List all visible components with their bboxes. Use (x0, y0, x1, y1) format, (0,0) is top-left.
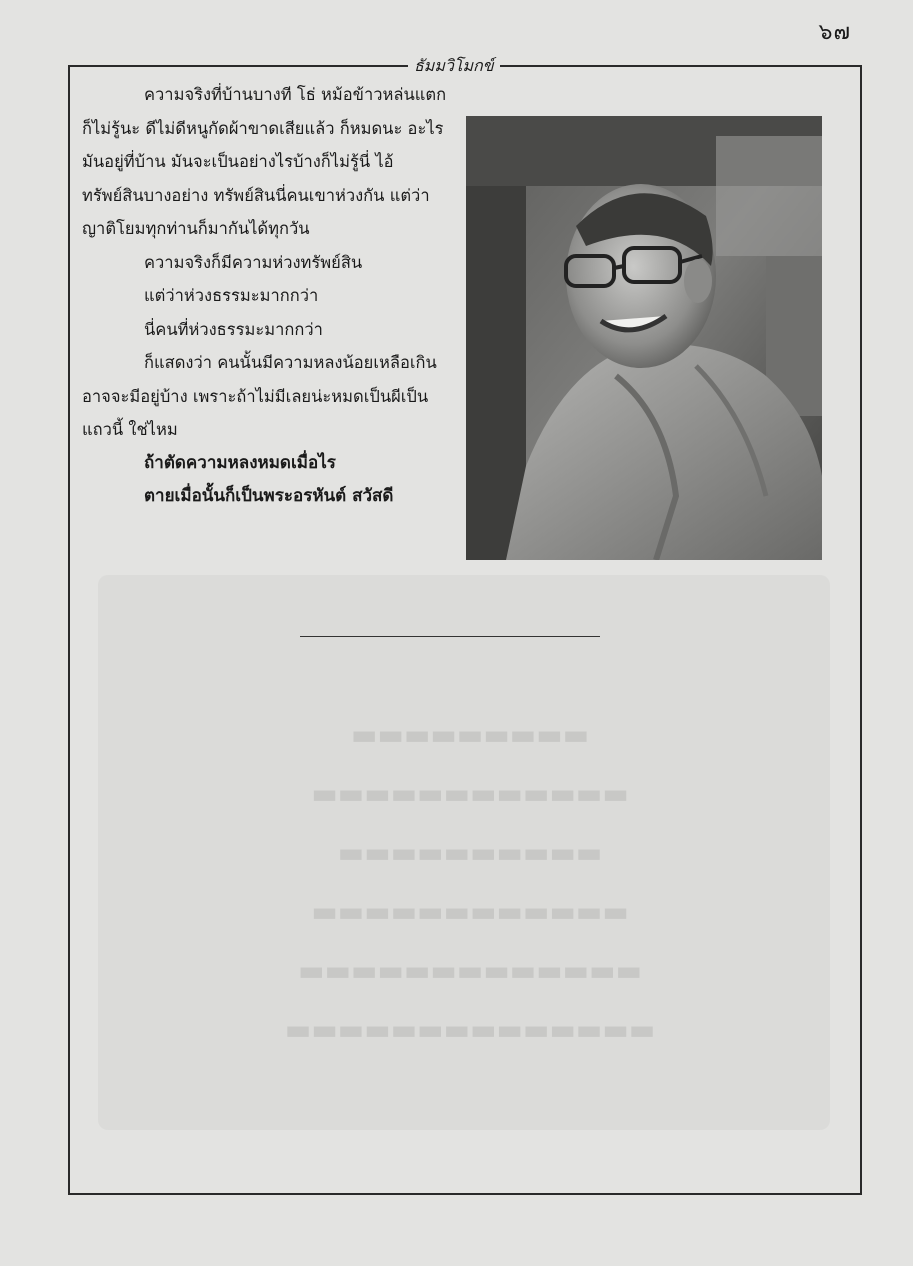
page-number: ๖๗ (818, 20, 851, 45)
line-2: แต่ว่าห่วงธรรมะมากกว่า (144, 286, 319, 305)
line-3: นี่คนที่ห่วงธรรมะมากกว่า (144, 319, 323, 339)
bleed-through-text: ▬▬▬▬▬▬▬▬▬ ▬▬▬▬▬▬▬▬▬▬▬▬ ▬▬▬▬▬▬▬▬▬▬ ▬▬▬▬▬▬▬▬▬▬▬▬ ▬▬▬▬▬▬▬▬▬▬▬▬▬ ▬▬▬▬▬▬▬▬▬▬▬▬▬▬ (284, 718, 656, 1046)
paragraph-1: ความจริงที่บ้านบางที โธ่ หม้อข้าวหล่นแตกก็ไม่รู้นะ ดีไม่ดีหนูกัดผ้าขาดเสียแล้ว ก็หมดนะ อะไรมันอยู่ที่บ้าน มันจะเป็นอย่างไรบ้างก็ไม่รู้นี่ ไอ้ทรัพย์สินบางอย่าง ทรัพย์สินนี่คนเขาห่วงกัน แต่ว่าญาติโยมทุกท่านก็มากันได้ทุกวัน (82, 85, 447, 238)
running-header: ธัมมวิโมกข์ (408, 54, 500, 79)
bold-line-2: ตายเมื่อนั้นก็เป็นพระอรหันต์ สวัสดี (144, 486, 394, 506)
monk-photo-illustration (466, 116, 822, 560)
divider-line (300, 636, 600, 637)
monk-photo (466, 116, 822, 560)
paragraph-2: ก็แสดงว่า คนนั้นมีความหลงน้อยเหลือเกิน อาจจะมีอยู่บ้าง เพราะถ้าไม่มีเลยน่ะหมดเป็นผีเป็นแถวนี้ ใช่ไหม (82, 353, 437, 439)
bold-line-1: ถ้าตัดความหลงหมดเมื่อไร (144, 452, 336, 473)
body-text (82, 78, 454, 514)
line-1: ความจริงก็มีความห่วงทรัพย์สิน (144, 252, 363, 272)
